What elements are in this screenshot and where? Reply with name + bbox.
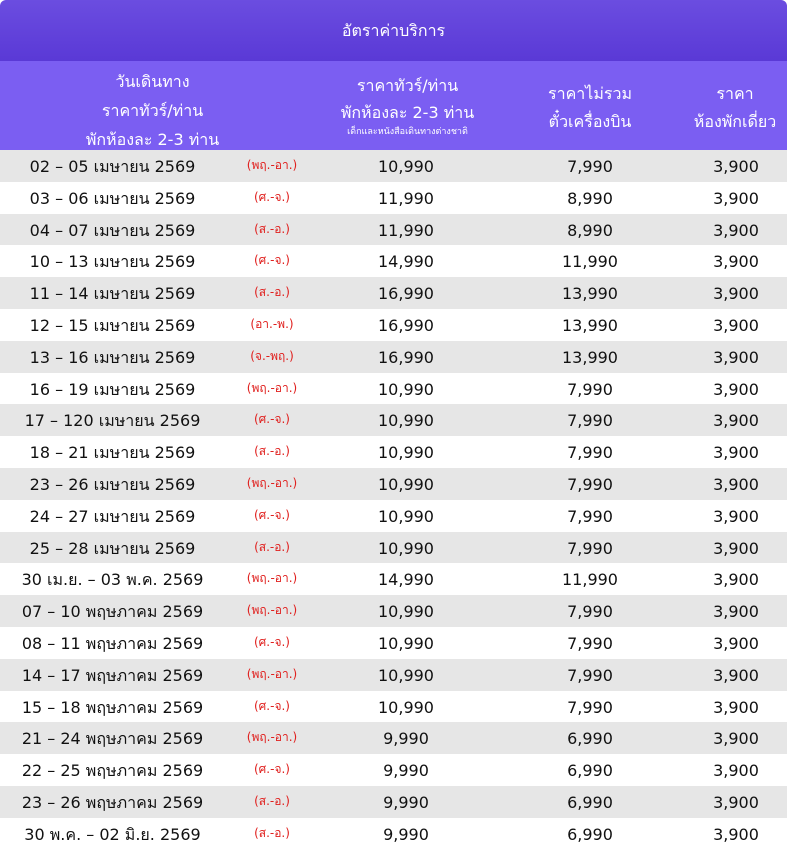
header-price-note: เด็กและหนังสือเดินทางต่างชาติ <box>347 127 468 137</box>
price-no-flight-cell: 8,990 <box>567 220 613 240</box>
travel-date-cell: 13 – 16 เมษายน 2569 <box>29 347 196 367</box>
travel-date-cell: 08 – 11 พฤษภาคม 2569 <box>21 633 204 653</box>
price-no-flight-cell: 7,990 <box>567 443 613 463</box>
single-room-price-cell: 3,900 <box>713 252 759 272</box>
travel-date-cell: 17 – 120 เมษายน 2569 <box>24 411 201 431</box>
tour-price-cell: 10,990 <box>378 697 434 717</box>
price-no-flight-cell: 13,990 <box>562 347 618 367</box>
single-room-price-cell: 3,900 <box>713 792 759 812</box>
price-no-flight-cell: 6,990 <box>567 824 613 844</box>
travel-date-cell: 03 – 06 เมษายน 2569 <box>29 188 196 208</box>
weekday-range-cell: (ส.-อ.) <box>254 825 290 840</box>
weekday-range-cell: (อา.-พ.) <box>250 316 294 331</box>
table-row <box>0 627 787 659</box>
travel-date-cell: 30 เม.ย. – 03 พ.ค. 2569 <box>21 570 204 590</box>
single-room-price-cell: 3,900 <box>713 315 759 335</box>
travel-date-cell: 10 – 13 เมษายน 2569 <box>29 252 196 272</box>
table-body <box>0 150 787 850</box>
table-row <box>0 182 787 214</box>
travel-date-cell: 12 – 15 เมษายน 2569 <box>29 315 196 335</box>
travel-date-cell: 15 – 18 พฤษภาคม 2569 <box>21 697 204 717</box>
price-no-flight-cell: 11,990 <box>562 570 618 590</box>
header-noflight-line1: ราคาไม่รวม <box>548 84 632 103</box>
header-travel-date <box>50 67 255 154</box>
tour-price-cell: 10,990 <box>378 379 434 399</box>
tour-price-cell: 11,990 <box>378 220 434 240</box>
tour-price-cell: 9,990 <box>383 792 429 812</box>
price-no-flight-cell: 7,990 <box>567 697 613 717</box>
table-row <box>0 341 787 373</box>
table-row <box>0 595 787 627</box>
weekday-range-cell: (ศ.-จ.) <box>254 189 290 204</box>
single-room-price-cell: 3,900 <box>713 220 759 240</box>
travel-date-cell: 11 – 14 เมษายน 2569 <box>29 284 196 304</box>
tour-price-cell: 10,990 <box>378 665 434 685</box>
weekday-range-cell: (พฤ.-อา.) <box>246 603 298 618</box>
single-room-price-cell: 3,900 <box>713 474 759 494</box>
single-room-price-cell: 3,900 <box>713 506 759 526</box>
header-date-line1: วันเดินทาง <box>115 72 190 91</box>
single-room-price-cell: 3,900 <box>713 570 759 590</box>
header-tour-price <box>320 72 495 139</box>
weekday-range-cell: (ส.-อ.) <box>254 285 290 300</box>
single-room-price-cell: 3,900 <box>713 665 759 685</box>
table-title: อัตราค่าบริการ <box>0 0 787 61</box>
single-room-price-cell: 3,900 <box>713 347 759 367</box>
weekday-range-cell: (พฤ.-อา.) <box>246 730 298 745</box>
travel-date-cell: 21 – 24 พฤษภาคม 2569 <box>21 729 204 749</box>
single-room-price-cell: 3,900 <box>713 411 759 431</box>
single-room-price-cell: 3,900 <box>713 761 759 781</box>
tour-price-cell: 10,990 <box>378 602 434 622</box>
tour-price-cell: 10,990 <box>378 411 434 431</box>
header-date-line2: ราคาทัวร์/ท่าน <box>101 101 204 120</box>
price-no-flight-cell: 11,990 <box>562 252 618 272</box>
table-row <box>0 214 787 246</box>
price-no-flight-cell: 7,990 <box>567 602 613 622</box>
travel-date-cell: 22 – 25 พฤษภาคม 2569 <box>21 761 204 781</box>
price-no-flight-cell: 13,990 <box>562 284 618 304</box>
header-date-line3: พักห้องละ 2-3 ท่าน <box>85 130 220 149</box>
single-room-price-cell: 3,900 <box>713 729 759 749</box>
price-no-flight-cell: 13,990 <box>562 315 618 335</box>
table-row <box>0 754 787 786</box>
table-header <box>0 61 787 150</box>
travel-date-cell: 02 – 05 เมษายน 2569 <box>29 157 196 176</box>
single-room-price-cell: 3,900 <box>713 633 759 653</box>
table-row <box>0 373 787 405</box>
table-row <box>0 722 787 754</box>
weekday-range-cell: (พฤ.-อา.) <box>246 380 298 395</box>
single-room-price-cell: 3,900 <box>713 443 759 463</box>
table-row <box>0 468 787 500</box>
weekday-range-cell: (ส.-อ.) <box>254 539 290 554</box>
travel-date-cell: 16 – 19 เมษายน 2569 <box>29 379 196 399</box>
table-row <box>0 818 787 850</box>
single-room-price-cell: 3,900 <box>713 824 759 844</box>
tour-price-cell: 9,990 <box>383 824 429 844</box>
single-room-price-cell: 3,900 <box>713 284 759 304</box>
weekday-range-cell: (ศ.-จ.) <box>254 634 290 649</box>
header-price-line2: พักห้องละ 2-3 ท่าน <box>340 103 475 122</box>
weekday-range-cell: (พฤ.-อา.) <box>246 571 298 586</box>
table-row <box>0 404 787 436</box>
tour-price-cell: 10,990 <box>378 474 434 494</box>
header-noflight-line2: ตั๋วเครื่องบิน <box>548 112 632 131</box>
travel-date-cell: 04 – 07 เมษายน 2569 <box>29 220 196 240</box>
price-no-flight-cell: 8,990 <box>567 188 613 208</box>
header-price-line1: ราคาทัวร์/ท่าน <box>356 76 459 95</box>
travel-date-cell: 23 – 26 เมษายน 2569 <box>29 474 196 494</box>
table-row <box>0 563 787 595</box>
price-no-flight-cell: 7,990 <box>567 506 613 526</box>
header-single-line2: ห้องพักเดี่ยว <box>693 112 777 131</box>
tour-price-cell: 16,990 <box>378 315 434 335</box>
tour-price-cell: 16,990 <box>378 284 434 304</box>
travel-date-cell: 23 – 26 พฤษภาคม 2569 <box>21 792 204 812</box>
weekday-range-cell: (ศ.-จ.) <box>254 762 290 777</box>
single-room-price-cell: 3,900 <box>713 602 759 622</box>
single-room-price-cell: 3,900 <box>713 538 759 558</box>
weekday-range-cell: (จ.-พฤ.) <box>250 348 294 363</box>
tour-price-cell: 10,990 <box>378 157 434 176</box>
tour-price-cell: 11,990 <box>378 188 434 208</box>
table-row <box>0 659 787 691</box>
tour-price-cell: 9,990 <box>383 729 429 749</box>
travel-date-cell: 25 – 28 เมษายน 2569 <box>29 538 196 558</box>
weekday-range-cell: (ศ.-จ.) <box>254 253 290 268</box>
table-row <box>0 500 787 532</box>
single-room-price-cell: 3,900 <box>713 188 759 208</box>
tour-price-cell: 10,990 <box>378 443 434 463</box>
price-no-flight-cell: 7,990 <box>567 411 613 431</box>
tour-price-cell: 10,990 <box>378 633 434 653</box>
price-no-flight-cell: 7,990 <box>567 633 613 653</box>
table-row <box>0 277 787 309</box>
header-single-line1: ราคา <box>716 84 754 103</box>
travel-date-cell: 30 พ.ค. – 02 มิ.ย. 2569 <box>24 824 201 844</box>
single-room-price-cell: 3,900 <box>713 157 759 176</box>
price-no-flight-cell: 7,990 <box>567 665 613 685</box>
tour-price-cell: 16,990 <box>378 347 434 367</box>
tour-price-cell: 10,990 <box>378 506 434 526</box>
header-single-room <box>680 80 787 136</box>
price-no-flight-cell: 6,990 <box>567 792 613 812</box>
weekday-range-cell: (ส.-อ.) <box>254 793 290 808</box>
table-row <box>0 436 787 468</box>
single-room-price-cell: 3,900 <box>713 697 759 717</box>
table-row <box>0 150 787 182</box>
travel-date-cell: 14 – 17 พฤษภาคม 2569 <box>21 665 204 685</box>
table-row <box>0 532 787 564</box>
travel-date-cell: 07 – 10 พฤษภาคม 2569 <box>21 602 204 622</box>
price-no-flight-cell: 7,990 <box>567 474 613 494</box>
weekday-range-cell: (ศ.-จ.) <box>254 507 290 522</box>
table-row <box>0 309 787 341</box>
tour-price-cell: 10,990 <box>378 538 434 558</box>
price-no-flight-cell: 6,990 <box>567 761 613 781</box>
weekday-range-cell: (ศ.-จ.) <box>254 698 290 713</box>
table-row <box>0 691 787 723</box>
price-no-flight-cell: 7,990 <box>567 157 613 176</box>
weekday-range-cell: (พฤ.-อา.) <box>246 666 298 681</box>
price-no-flight-cell: 6,990 <box>567 729 613 749</box>
price-no-flight-cell: 7,990 <box>567 379 613 399</box>
weekday-range-cell: (ส.-อ.) <box>254 221 290 236</box>
table-row <box>0 245 787 277</box>
travel-date-cell: 18 – 21 เมษายน 2569 <box>29 443 196 463</box>
travel-date-cell: 24 – 27 เมษายน 2569 <box>29 506 196 526</box>
table-row <box>0 786 787 818</box>
tour-price-cell: 9,990 <box>383 761 429 781</box>
tour-price-cell: 14,990 <box>378 252 434 272</box>
single-room-price-cell: 3,900 <box>713 379 759 399</box>
header-price-no-flight <box>520 80 660 136</box>
weekday-range-cell: (ส.-อ.) <box>254 444 290 459</box>
weekday-range-cell: (ศ.-จ.) <box>254 412 290 427</box>
price-no-flight-cell: 7,990 <box>567 538 613 558</box>
tour-price-cell: 14,990 <box>378 570 434 590</box>
weekday-range-cell: (พฤ.-อา.) <box>246 475 298 490</box>
weekday-range-cell: (พฤ.-อา.) <box>246 158 298 172</box>
